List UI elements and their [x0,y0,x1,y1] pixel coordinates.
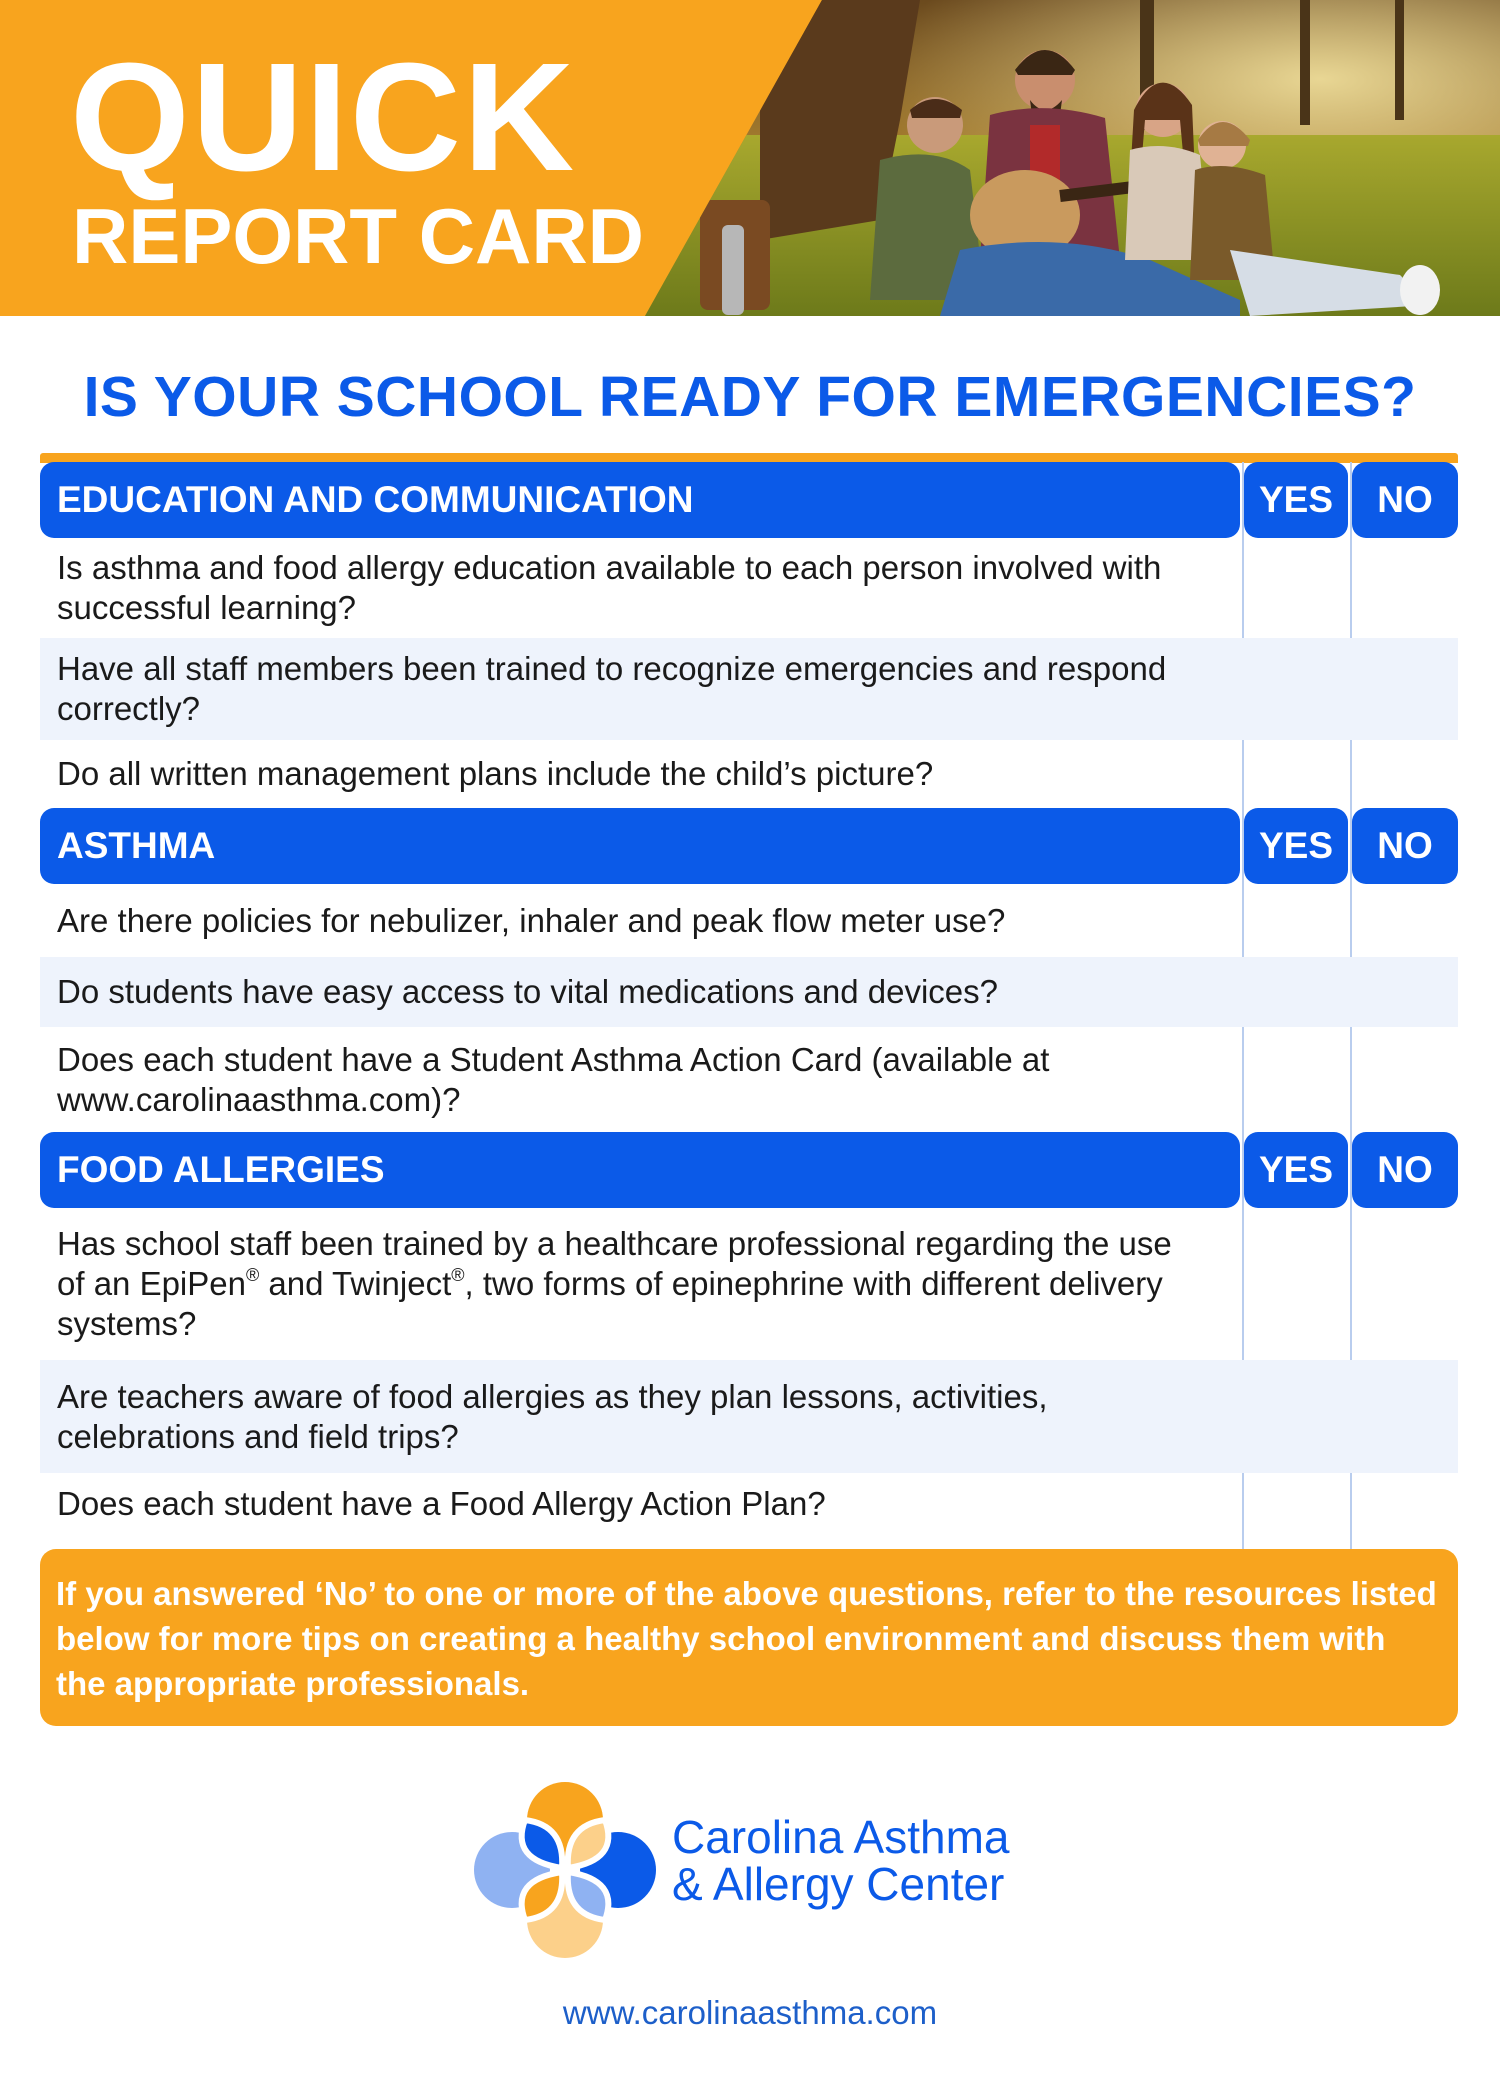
advice-callout: If you answered ‘No’ to one or more of the above questions, refer to the resources listed below for more tips on creating a healthy school environment and discuss them with the appropriate professionals. [40,1549,1458,1726]
question-text: Are teachers aware of food allergies as they plan lessons, activities, celebrations and field trips? [57,1377,1048,1455]
no-checkbox-cell[interactable] [1352,740,1458,808]
question-text-part: and Twinject [259,1265,452,1302]
question-row [40,1208,1458,1360]
yes-checkbox-cell[interactable] [1244,638,1348,740]
no-column-header: NO [1352,462,1458,538]
no-checkbox-cell[interactable] [1352,1208,1458,1360]
hero-title-report-card: REPORT CARD [72,192,645,280]
page-title: IS YOUR SCHOOL READY FOR EMERGENCIES? [83,365,1417,429]
question-row [40,538,1458,638]
question-text [40,1224,1200,1344]
question-row [40,1027,1458,1132]
no-checkbox-cell[interactable] [1352,538,1458,638]
no-checkbox-cell[interactable] [1352,638,1458,740]
registered-mark: ® [451,1265,465,1285]
question-row [40,957,1458,1027]
organization-name-line1: Carolina Asthma [672,1811,1010,1863]
yes-checkbox-cell[interactable] [1244,538,1348,638]
registered-mark: ® [245,1265,260,1285]
question-text-part: , two forms of epinephrine with different delivery systems? [57,1265,1163,1342]
section-title: FOOD ALLERGIES [40,1132,1240,1208]
section-header-asthma [40,808,1458,884]
question-row [40,740,1458,808]
question-text: Are there policies for nebulizer, inhaler and peak flow meter use? [57,901,1006,939]
yes-column-header: YES [1244,462,1348,538]
question-row [40,884,1458,957]
yes-column-header: YES [1244,1132,1348,1208]
question-row [40,1473,1458,1535]
website-link[interactable]: www.carolinaasthma.com [562,1994,938,2031]
no-checkbox-cell[interactable] [1352,884,1458,957]
section-header-education [40,462,1458,538]
question-text-part: Has school staff been trained by a healthcare professional regarding the use of an EpiPen [57,1225,1172,1302]
section-header-food-allergies [40,1132,1458,1208]
question-text: Is asthma and food allergy education available to each person involved with successful learning? [57,549,1162,626]
no-checkbox-cell[interactable] [1352,1473,1458,1535]
no-checkbox-cell[interactable] [1352,1027,1458,1132]
yes-checkbox-cell[interactable] [1244,740,1348,808]
no-column-header: NO [1352,808,1458,884]
no-column-header: NO [1352,1132,1458,1208]
yes-column-header: YES [1244,808,1348,884]
section-title: EDUCATION AND COMMUNICATION [40,462,1240,538]
question-text: Do all written management plans include the child’s picture? [57,755,934,792]
yes-checkbox-cell[interactable] [1244,1473,1348,1535]
question-row [40,638,1458,740]
four-petal-flower-logo-icon [470,1780,660,1960]
yes-checkbox-cell[interactable] [1244,884,1348,957]
question-row [40,1360,1458,1473]
question-text: Does each student have a Food Allergy Action Plan? [57,1485,826,1522]
hero-banner [0,0,1500,316]
question-text: Have all staff members been trained to recognize emergencies and respond correctly? [57,650,1167,727]
yes-checkbox-cell[interactable] [1244,957,1348,1027]
hero-title-quick: QUICK [70,31,577,203]
organization-name-line2: & Allergy Center [672,1858,1005,1910]
organization-name [672,1811,1010,1910]
yes-checkbox-cell[interactable] [1244,1208,1348,1360]
section-title: ASTHMA [40,808,1240,884]
no-checkbox-cell[interactable] [1352,1360,1458,1473]
yes-checkbox-cell[interactable] [1244,1360,1348,1473]
question-text: Does each student have a Student Asthma Action Card (available at www.carolinaasthma.com)? [57,1040,1050,1118]
yes-checkbox-cell[interactable] [1244,1027,1348,1132]
question-text: Do students have easy access to vital medications and devices? [57,973,999,1010]
no-checkbox-cell[interactable] [1352,957,1458,1027]
